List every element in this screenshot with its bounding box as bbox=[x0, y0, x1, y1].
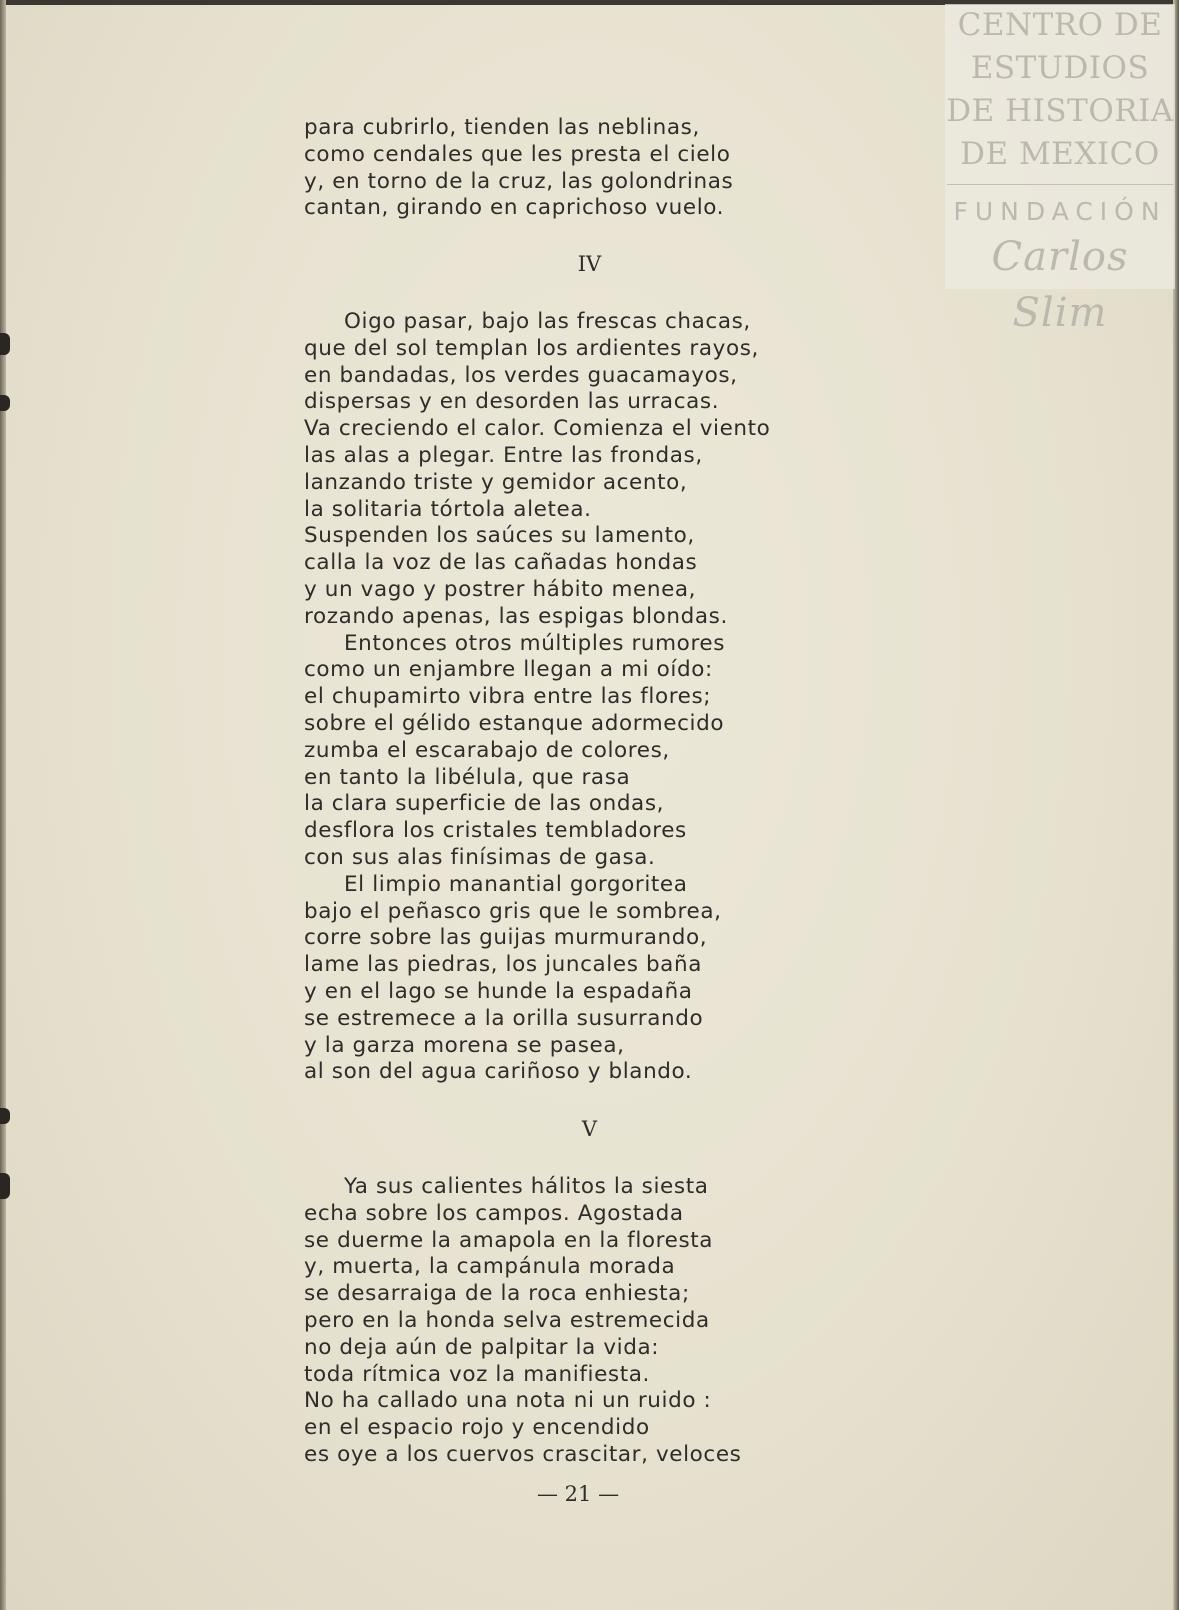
verse-line: cantan, girando en caprichoso vuelo. bbox=[304, 195, 725, 221]
verse-line: y, en torno de la cruz, las golondrinas bbox=[304, 168, 734, 194]
verse-line: no deja aún de palpitar la vida: bbox=[304, 1334, 660, 1360]
verse-line: la clara superficie de las ondas, bbox=[304, 791, 665, 817]
verse-line: la solitaria tórtola aletea. bbox=[304, 496, 592, 522]
stanza-v bbox=[304, 1174, 741, 1469]
verse-line: se desarraiga de la roca enhiesta; bbox=[304, 1281, 690, 1307]
section-numeral-v: V bbox=[581, 1117, 598, 1141]
verse-line: como cendales que les presta el cielo bbox=[304, 141, 731, 167]
verse-line: para cubrirlo, tienden las neblinas, bbox=[304, 115, 700, 140]
verse-line: el chupamirto vibra entre las flores; bbox=[304, 684, 712, 710]
page-number: — 21 — bbox=[537, 1482, 620, 1506]
watermark-line: DE MEXICO bbox=[960, 136, 1160, 172]
verse-line: al son del agua cariñoso y blando. bbox=[304, 1059, 693, 1085]
verse-line: pero en la honda selva estremecida bbox=[304, 1307, 710, 1333]
verse-line: El limpio manantial gorgoritea bbox=[344, 871, 688, 897]
stanza-iv bbox=[304, 309, 770, 1086]
verse-line: bajo el peñasco gris que le sombrea, bbox=[304, 898, 722, 924]
verse-line: zumba el escarabajo de colores, bbox=[304, 737, 670, 763]
verse-line: sobre el gélido estanque adormecido bbox=[304, 710, 725, 736]
verse-line: en bandadas, los verdes guacamayos, bbox=[304, 362, 738, 388]
verse-line: dispersas y en desorden las urracas. bbox=[304, 389, 720, 415]
binding-mark bbox=[0, 1173, 10, 1199]
binding-mark bbox=[0, 333, 10, 355]
watermark-fundacion: FUNDACIÓN bbox=[953, 197, 1167, 226]
verse-line: rozando apenas, las espigas blondas. bbox=[304, 603, 728, 629]
verse-line: lanzando triste y gemidor acento, bbox=[304, 469, 688, 495]
page-left-edge bbox=[0, 0, 6, 1610]
verse-line: las alas a plegar. Entre las frondas, bbox=[304, 442, 703, 468]
watermark-line: CENTRO DE bbox=[957, 7, 1163, 43]
verse-line: toda rítmica voz la manifiesta. bbox=[304, 1361, 650, 1387]
verse-line: lame las piedras, los juncales baña bbox=[304, 952, 702, 978]
verse-line: y, muerta, la campánula morada bbox=[304, 1254, 676, 1280]
verse-line: Oigo pasar, bajo las frescas chacas, bbox=[344, 309, 751, 334]
verse-line: y la garza morena se pasea, bbox=[304, 1032, 625, 1058]
verse-line: como un enjambre llegan a mi oído: bbox=[304, 657, 713, 683]
verse-line: No ha callado una nota ni un ruido : bbox=[304, 1388, 712, 1414]
verse-line: desflora los cristales tembladores bbox=[304, 818, 687, 844]
verse-line: corre sobre las guijas murmurando, bbox=[304, 925, 708, 951]
verse-line: en tanto la libélula, que rasa bbox=[304, 764, 631, 790]
verse-line: calla la voz de las cañadas hondas bbox=[304, 550, 698, 576]
watermark-divider bbox=[947, 184, 1173, 185]
stanza-top bbox=[304, 115, 733, 222]
verse-line: que del sol templan los ardientes rayos, bbox=[304, 335, 759, 361]
library-watermark bbox=[945, 4, 1175, 336]
verse-line: en el espacio rojo y encendido bbox=[304, 1415, 650, 1441]
verse-line: se duerme la amapola en la floresta bbox=[304, 1227, 714, 1253]
binding-mark bbox=[0, 395, 10, 411]
section-numeral-iv: IV bbox=[577, 252, 602, 276]
verse-line: Suspenden los saúces su lamento, bbox=[304, 523, 695, 549]
verse-line: se estremece a la orilla susurrando bbox=[304, 1005, 704, 1031]
watermark-line: DE HISTORIA bbox=[946, 93, 1174, 129]
watermark-signature: Carlos Slim bbox=[991, 234, 1129, 336]
verse-line: echa sobre los campos. Agostada bbox=[304, 1200, 684, 1226]
verse-line: Va creciendo el calor. Comienza el viento bbox=[304, 416, 771, 442]
verse-line: Entonces otros múltiples rumores bbox=[344, 630, 726, 656]
verse-line: con sus alas finísimas de gasa. bbox=[304, 844, 656, 870]
verse-line: es oye a los cuervos crascitar, veloces bbox=[304, 1441, 742, 1467]
watermark-line: ESTUDIOS bbox=[970, 50, 1150, 86]
verse-line: Ya sus calientes hálitos la siesta bbox=[344, 1174, 709, 1199]
verse-line: y en el lago se hunde la espadaña bbox=[304, 978, 693, 1004]
verse-line: y un vago y postrer hábito menea, bbox=[304, 576, 697, 602]
